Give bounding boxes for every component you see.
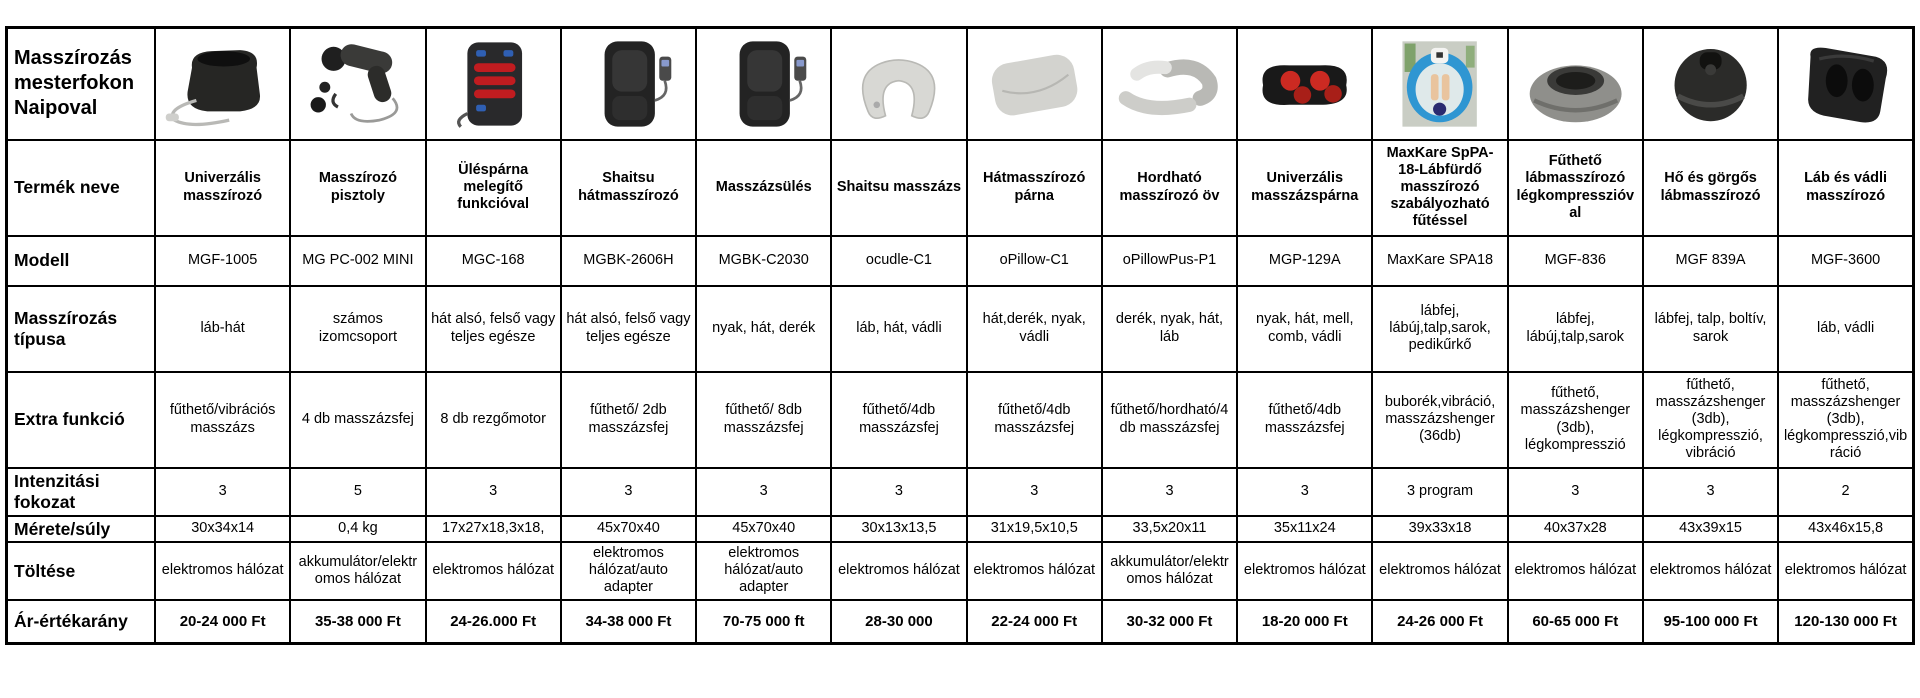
product-photo-cell <box>1237 28 1372 140</box>
cell-size: 30x34x14 <box>155 516 290 542</box>
product-photo-cell <box>290 28 425 140</box>
cell-extra: 8 db rezgőmotor <box>426 372 561 468</box>
cell-price: 95-100 000 Ft <box>1643 600 1778 644</box>
row-charging <box>7 542 1914 600</box>
cell-name: Shaitsu masszázs <box>831 140 966 236</box>
cell-name: Hátmasszírozó párna <box>967 140 1102 236</box>
photo-massage-gun-image <box>292 31 423 137</box>
cell-model: MGF-836 <box>1508 236 1643 286</box>
cell-model: MGP-129A <box>1237 236 1372 286</box>
cell-intensity: 2 <box>1778 468 1913 516</box>
cell-intensity: 3 <box>967 468 1102 516</box>
cell-intensity: 3 <box>561 468 696 516</box>
cell-intensity: 3 <box>831 468 966 516</box>
cell-name: Masszázsülés <box>696 140 831 236</box>
product-photo-cell <box>1508 28 1643 140</box>
cell-price: 30-32 000 Ft <box>1102 600 1237 644</box>
cell-model: MaxKare SPA18 <box>1372 236 1507 286</box>
product-photo-cell <box>1778 28 1913 140</box>
cell-name: MaxKare SpPA-18-Lábfürdő masszírozó szabályozható fűtéssel <box>1372 140 1507 236</box>
row-price-range <box>7 600 1914 644</box>
cell-charge: elektromos hálózat <box>1643 542 1778 600</box>
cell-model: MG PC-002 MINI <box>290 236 425 286</box>
cell-size: 31x19,5x10,5 <box>967 516 1102 542</box>
cell-model: MGBK-C2030 <box>696 236 831 286</box>
cell-intensity: 5 <box>290 468 425 516</box>
cell-model: MGF 839A <box>1643 236 1778 286</box>
table-corner-title: Masszírozás mesterfokon Naipoval <box>7 28 156 140</box>
cell-charge: elektromos hálózat <box>1508 542 1643 600</box>
cell-charge: elektromos hálózat <box>1372 542 1507 600</box>
cell-intensity: 3 <box>1102 468 1237 516</box>
cell-massage-type: hát alsó, felső vagy teljes egésze <box>426 286 561 372</box>
cell-price: 24-26.000 Ft <box>426 600 561 644</box>
cell-model: MGC-168 <box>426 236 561 286</box>
cell-extra: fűthető/4db masszázsfej <box>967 372 1102 468</box>
product-photo-cell <box>1102 28 1237 140</box>
cell-extra: fűthető, masszázshenger (3db), légkompresszió,vibráció <box>1778 372 1913 468</box>
cell-massage-type: hát alsó, felső vagy teljes egésze <box>561 286 696 372</box>
cell-size: 17x27x18,3x18, <box>426 516 561 542</box>
row-size-weight <box>7 516 1914 542</box>
cell-name: Láb és vádli masszírozó <box>1778 140 1913 236</box>
photo-massage-pillow-red-heads-image <box>1239 31 1370 137</box>
cell-charge: elektromos hálózat/auto adapter <box>561 542 696 600</box>
cell-intensity: 3 <box>426 468 561 516</box>
cell-charge: akkumulátor/elektromos hálózat <box>1102 542 1237 600</box>
cell-name: Hordható masszírozó öv <box>1102 140 1237 236</box>
cell-charge: elektromos hálózat <box>967 542 1102 600</box>
cell-name: Masszírozó pisztoly <box>290 140 425 236</box>
cell-price: 28-30 000 <box>831 600 966 644</box>
row-product-photos <box>7 28 1914 140</box>
cell-massage-type: láb, hát, vádli <box>831 286 966 372</box>
cell-intensity: 3 <box>1508 468 1643 516</box>
cell-charge: elektromos hálózat <box>1237 542 1372 600</box>
photo-neck-massager-image <box>833 31 964 137</box>
cell-extra: 4 db masszázsfej <box>290 372 425 468</box>
cell-extra: fűthető/4db masszázsfej <box>831 372 966 468</box>
cell-name: Shaitsu hátmasszírozó <box>561 140 696 236</box>
photo-foot-massager-gray-image <box>1510 31 1641 137</box>
cell-size: 39x33x18 <box>1372 516 1507 542</box>
cell-extra: fűthető/ 2db masszázsfej <box>561 372 696 468</box>
cell-intensity: 3 <box>1643 468 1778 516</box>
cell-charge: elektromos hálózat/auto adapter <box>696 542 831 600</box>
photo-foot-massager-pillow-image <box>157 31 288 137</box>
cell-model: MGBK-2606H <box>561 236 696 286</box>
cell-price: 70-75 000 ft <box>696 600 831 644</box>
cell-massage-type: lábfej, lábúj,talp,sarok, pedikűrkő <box>1372 286 1507 372</box>
product-photo-cell <box>696 28 831 140</box>
photo-massage-pillow-gray-image <box>969 31 1100 137</box>
cell-massage-type: láb-hát <box>155 286 290 372</box>
cell-price: 35-38 000 Ft <box>290 600 425 644</box>
cell-name: Univerzális masszírozó <box>155 140 290 236</box>
cell-charge: akkumulátor/elektromos hálózat <box>290 542 425 600</box>
cell-extra: fűthető/hordható/4db masszázsfej <box>1102 372 1237 468</box>
cell-charge: elektromos hálózat <box>831 542 966 600</box>
photo-massage-seat-image <box>563 31 694 137</box>
cell-intensity: 3 <box>155 468 290 516</box>
photo-foot-spa-image <box>1374 31 1505 137</box>
cell-model: oPillow-C1 <box>967 236 1102 286</box>
cell-price: 60-65 000 Ft <box>1508 600 1643 644</box>
cell-model: MGF-1005 <box>155 236 290 286</box>
cell-massage-type: számos izomcsoport <box>290 286 425 372</box>
cell-size: 0,4 kg <box>290 516 425 542</box>
cell-intensity: 3 <box>696 468 831 516</box>
cell-extra: fűthető, masszázshenger (3db), légkompresszió, vibráció <box>1643 372 1778 468</box>
cell-size: 35x11x24 <box>1237 516 1372 542</box>
cell-charge: elektromos hálózat <box>426 542 561 600</box>
row-label-price: Ár-értékarány <box>7 600 156 644</box>
row-label-intensity: Intenzitási fokozat <box>7 468 156 516</box>
product-photo-cell <box>561 28 696 140</box>
cell-charge: elektromos hálózat <box>1778 542 1913 600</box>
cell-model: ocudle-C1 <box>831 236 966 286</box>
cell-massage-type: lábfej, talp, boltív, sarok <box>1643 286 1778 372</box>
cell-extra: fűthető/4db masszázsfej <box>1237 372 1372 468</box>
cell-price: 24-26 000 Ft <box>1372 600 1507 644</box>
row-intensity <box>7 468 1914 516</box>
cell-size: 43x39x15 <box>1643 516 1778 542</box>
cell-name: Hő és görgős lábmasszírozó <box>1643 140 1778 236</box>
photo-foot-massager-dark-image <box>1645 31 1776 137</box>
row-label-extra: Extra funkció <box>7 372 156 468</box>
row-label-model: Modell <box>7 236 156 286</box>
cell-size: 40x37x28 <box>1508 516 1643 542</box>
row-label-massage-type: Masszírozás típusa <box>7 286 156 372</box>
row-label-name: Termék neve <box>7 140 156 236</box>
cell-massage-type: derék, nyak, hát, láb <box>1102 286 1237 372</box>
row-label-size: Mérete/súly <box>7 516 156 542</box>
photo-massage-belt-image <box>1104 31 1235 137</box>
product-comparison-table <box>5 26 1915 645</box>
cell-price: 20-24 000 Ft <box>155 600 290 644</box>
cell-massage-type: nyak, hát, derék <box>696 286 831 372</box>
cell-massage-type: nyak, hát, mell, comb, vádli <box>1237 286 1372 372</box>
cell-model: MGF-3600 <box>1778 236 1913 286</box>
cell-size: 30x13x13,5 <box>831 516 966 542</box>
cell-massage-type: lábfej, lábúj,talp,sarok <box>1508 286 1643 372</box>
row-product-name <box>7 140 1914 236</box>
row-model <box>7 236 1914 286</box>
cell-price: 34-38 000 Ft <box>561 600 696 644</box>
cell-intensity: 3 program <box>1372 468 1507 516</box>
photo-leg-calf-massager-image <box>1780 31 1911 137</box>
row-extra-function <box>7 372 1914 468</box>
cell-massage-type: láb, vádli <box>1778 286 1913 372</box>
product-photo-cell <box>967 28 1102 140</box>
cell-extra: fűthető/ 8db masszázsfej <box>696 372 831 468</box>
cell-size: 45x70x40 <box>561 516 696 542</box>
cell-name: Üléspárna melegítő funkcióval <box>426 140 561 236</box>
photo-heated-seat-pad-image <box>428 31 559 137</box>
row-massage-type <box>7 286 1914 372</box>
cell-extra: fűthető/vibrációs masszázs <box>155 372 290 468</box>
cell-price: 120-130 000 Ft <box>1778 600 1913 644</box>
photo-massage-seat-image <box>698 31 829 137</box>
product-photo-cell <box>1643 28 1778 140</box>
cell-extra: buborék,vibráció, masszázshenger (36db) <box>1372 372 1507 468</box>
product-photo-cell <box>831 28 966 140</box>
cell-price: 22-24 000 Ft <box>967 600 1102 644</box>
cell-price: 18-20 000 Ft <box>1237 600 1372 644</box>
product-photo-cell <box>426 28 561 140</box>
cell-size: 33,5x20x11 <box>1102 516 1237 542</box>
cell-size: 45x70x40 <box>696 516 831 542</box>
cell-intensity: 3 <box>1237 468 1372 516</box>
cell-name: Univerzális masszázspárna <box>1237 140 1372 236</box>
cell-size: 43x46x15,8 <box>1778 516 1913 542</box>
product-photo-cell <box>155 28 290 140</box>
row-label-charge: Töltése <box>7 542 156 600</box>
cell-charge: elektromos hálózat <box>155 542 290 600</box>
cell-massage-type: hát,derék, nyak, vádli <box>967 286 1102 372</box>
product-photo-cell <box>1372 28 1507 140</box>
cell-name: Fűthető lábmasszírozó légkompresszióval <box>1508 140 1643 236</box>
cell-model: oPillowPus-P1 <box>1102 236 1237 286</box>
cell-extra: fűthető, masszázshenger (3db), légkompresszió <box>1508 372 1643 468</box>
